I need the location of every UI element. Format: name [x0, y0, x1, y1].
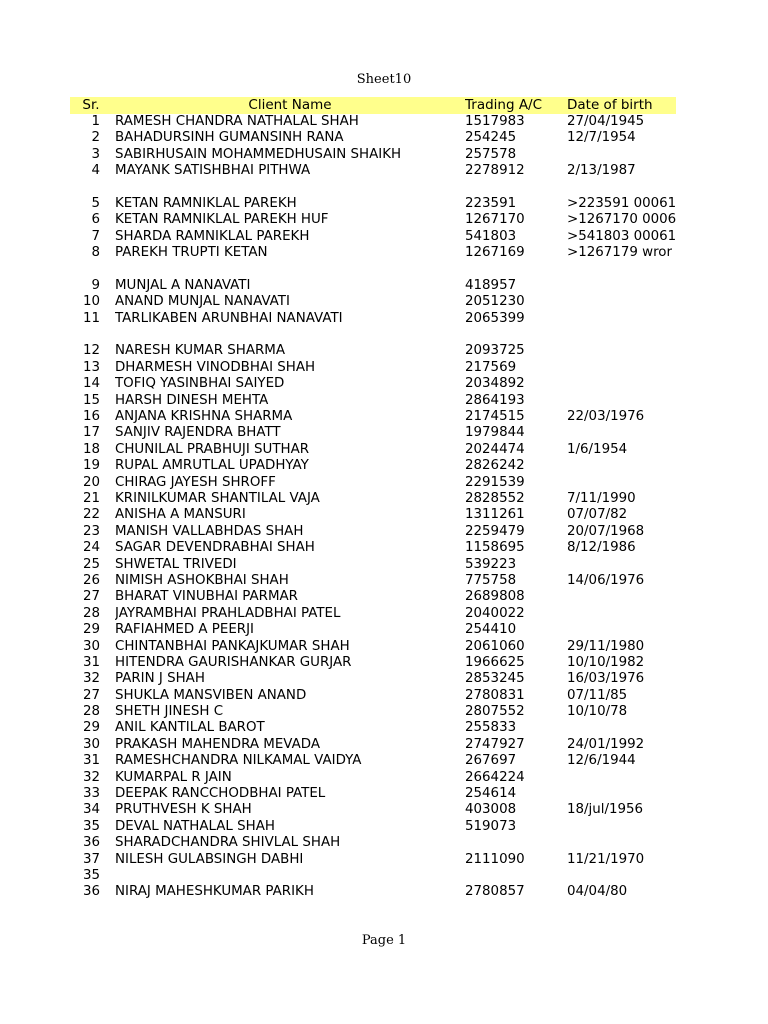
cell-sr: 10: [82, 294, 100, 310]
cell-sr: 29: [82, 622, 100, 638]
table-row: [70, 245, 676, 261]
cell-sr: 35: [82, 818, 100, 834]
cell-sr: 12: [82, 343, 100, 359]
header-row: [70, 97, 676, 114]
cell-date-of-birth: 27/04/1945: [567, 114, 645, 129]
table-row: [70, 311, 676, 327]
cell-client-name: BHARAT VINUBHAI PARMAR: [115, 589, 298, 605]
table-row: [70, 163, 676, 179]
cell-client-name: SANJIV RAJENDRA BHATT: [115, 425, 281, 441]
table-row: [70, 278, 676, 294]
cell-trading-ac: 2065399: [465, 310, 525, 326]
cell-trading-ac: 2093725: [465, 343, 525, 359]
table-row: [70, 884, 676, 900]
cell-sr: 27: [82, 589, 100, 605]
cell-date-of-birth: 2/13/1987: [567, 163, 636, 179]
cell-date-of-birth: 07/11/85: [567, 687, 628, 703]
table-row: [70, 704, 676, 720]
cell-sr: 30: [82, 736, 100, 752]
table-row: [70, 720, 676, 736]
table-row: [70, 639, 676, 655]
client-table: [70, 97, 676, 901]
cell-sr: 22: [82, 507, 100, 523]
table-row: [70, 655, 676, 671]
table-row: [70, 622, 676, 638]
cell-trading-ac: 2034892: [465, 376, 525, 392]
cell-trading-ac: 1966625: [465, 654, 525, 670]
table-row: [70, 475, 676, 491]
cell-trading-ac: 223591: [465, 195, 517, 211]
cell-client-name: NARESH KUMAR SHARMA: [115, 343, 286, 359]
cell-sr: 8: [91, 245, 100, 261]
cell-client-name: MAYANK SATISHBHAI PITHWA: [115, 163, 311, 179]
cell-client-name: RUPAL AMRUTLAL UPADHYAY: [115, 458, 309, 474]
cell-sr: 37: [82, 851, 100, 867]
cell-client-name: PAREKH TRUPTI KETAN: [115, 245, 268, 261]
cell-date-of-birth: 1/6/1954: [567, 441, 628, 457]
cell-trading-ac: 2040022: [465, 605, 525, 621]
table-row: [70, 606, 676, 622]
cell-trading-ac: 1267169: [465, 245, 525, 261]
cell-trading-ac: 403008: [465, 802, 517, 818]
cell-client-name: PRAKASH MAHENDRA MEVADA: [115, 736, 320, 752]
cell-trading-ac: 2111090: [465, 851, 525, 867]
cell-date-of-birth: 04/04/80: [567, 884, 628, 900]
cell-trading-ac: 1517983: [465, 114, 525, 129]
table-row: [70, 852, 676, 868]
cell-sr: 31: [82, 654, 100, 670]
cell-client-name: RAMESH CHANDRA NATHALAL SHAH: [115, 114, 359, 129]
cell-client-name: MANISH VALLABHDAS SHAH: [115, 523, 304, 539]
cell-date-of-birth: 16/03/1976: [567, 671, 645, 687]
cell-client-name: HITENDRA GAURISHANKAR GURJAR: [115, 654, 352, 670]
table-row: [70, 294, 676, 310]
table-row: [70, 835, 676, 851]
cell-trading-ac: 2780857: [465, 884, 525, 900]
cell-sr: 30: [82, 638, 100, 654]
cell-sr: 35: [82, 867, 100, 883]
cell-client-name: PRUTHVESH K SHAH: [115, 802, 252, 818]
cell-date-of-birth: 22/03/1976: [567, 409, 645, 425]
cell-client-name: ANAND MUNJAL NANAVATI: [115, 294, 290, 310]
table-row: [70, 442, 676, 458]
cell-trading-ac: 257578: [465, 146, 517, 162]
table-row: [70, 819, 676, 835]
table-row: [70, 409, 676, 425]
page-number: Page 1: [361, 933, 407, 948]
cell-trading-ac: 1267170: [465, 212, 525, 228]
cell-client-name: TARLIKABEN ARUNBHAI NANAVATI: [115, 310, 343, 326]
table-row: [70, 507, 676, 523]
cell-sr: 34: [82, 802, 100, 818]
table-row: [70, 802, 676, 818]
cell-sr: 19: [82, 458, 100, 474]
cell-client-name: NIRAJ MAHESHKUMAR PARIKH: [115, 884, 314, 900]
cell-trading-ac: 217569: [465, 359, 517, 375]
cell-sr: 36: [82, 884, 100, 900]
cell-sr: 7: [91, 228, 100, 244]
cell-sr: 20: [82, 474, 100, 490]
table-row: [70, 262, 676, 278]
cell-client-name: PARIN J SHAH: [115, 671, 205, 687]
cell-date-of-birth: 12/7/1954: [567, 130, 636, 146]
cell-trading-ac: 2024474: [465, 441, 525, 457]
cell-date-of-birth: 14/06/1976: [567, 572, 645, 588]
cell-trading-ac: 267697: [465, 753, 517, 769]
cell-trading-ac: 2291539: [465, 474, 525, 490]
table-row: [70, 180, 676, 196]
cell-client-name: KETAN RAMNIKLAL PAREKH HUF: [115, 212, 329, 228]
cell-date-of-birth: 07/07/82: [567, 507, 628, 523]
header-date-of-birth: Date of birth: [567, 97, 653, 113]
table-row: [70, 114, 676, 130]
cell-date-of-birth: >541803 00061: [567, 228, 676, 244]
cell-trading-ac: 775758: [465, 572, 517, 588]
table-row: [70, 130, 676, 146]
cell-sr: 36: [82, 835, 100, 851]
cell-trading-ac: 2278912: [465, 163, 525, 179]
cell-trading-ac: 2174515: [465, 409, 525, 425]
cell-client-name: SHARADCHANDRA SHIVLAL SHAH: [115, 835, 341, 851]
table-row: [70, 425, 676, 441]
cell-sr: 32: [82, 769, 100, 785]
cell-client-name: JAYRAMBHAI PRAHLADBHAI PATEL: [115, 605, 341, 621]
cell-client-name: ANISHA A MANSURI: [115, 507, 246, 523]
cell-sr: 33: [82, 786, 100, 802]
cell-sr: 29: [82, 720, 100, 736]
cell-sr: 18: [82, 441, 100, 457]
table-row: [70, 573, 676, 589]
cell-date-of-birth: 11/21/1970: [567, 851, 645, 867]
cell-trading-ac: 2061060: [465, 638, 525, 654]
table-row: [70, 753, 676, 769]
table-row: [70, 327, 676, 343]
cell-sr: 27: [82, 687, 100, 703]
cell-date-of-birth: 10/10/78: [567, 704, 628, 720]
cell-date-of-birth: 8/12/1986: [567, 540, 636, 556]
cell-client-name: SHUKLA MANSVIBEN ANAND: [115, 687, 307, 703]
table-row: [70, 229, 676, 245]
cell-sr: 21: [82, 490, 100, 506]
sheet-title: Sheet10: [356, 72, 412, 87]
cell-sr: 25: [82, 556, 100, 572]
cell-sr: 6: [91, 212, 100, 228]
cell-date-of-birth: >223591 00061: [567, 195, 676, 211]
cell-trading-ac: 519073: [465, 818, 517, 834]
cell-sr: 26: [82, 572, 100, 588]
cell-sr: 11: [82, 310, 100, 326]
cell-client-name: SHETH JINESH C: [115, 704, 224, 720]
table-row: [70, 524, 676, 540]
cell-client-name: CHINTANBHAI PANKAJKUMAR SHAH: [115, 638, 350, 654]
table-row: [70, 147, 676, 163]
cell-trading-ac: 2664224: [465, 769, 525, 785]
cell-sr: 31: [82, 753, 100, 769]
cell-client-name: KUMARPAL R JAIN: [115, 769, 232, 785]
cell-sr: 24: [82, 540, 100, 556]
cell-sr: 4: [91, 163, 100, 179]
cell-client-name: HARSH DINESH MEHTA: [115, 392, 269, 408]
cell-sr: 32: [82, 671, 100, 687]
table-row: [70, 212, 676, 228]
table-row: [70, 589, 676, 605]
cell-date-of-birth: 7/11/1990: [567, 490, 636, 506]
cell-sr: 15: [82, 392, 100, 408]
cell-sr: 3: [91, 146, 100, 162]
cell-trading-ac: 255833: [465, 720, 517, 736]
cell-client-name: RAFIAHMED A PEERJI: [115, 622, 254, 638]
cell-trading-ac: 2853245: [465, 671, 525, 687]
cell-sr: 28: [82, 605, 100, 621]
cell-trading-ac: 2828552: [465, 490, 525, 506]
cell-trading-ac: 2807552: [465, 704, 525, 720]
cell-client-name: NILESH GULABSINGH DABHI: [115, 851, 304, 867]
cell-client-name: SABIRHUSAIN MOHAMMEDHUSAIN SHAIKH: [115, 146, 402, 162]
table-row: [70, 393, 676, 409]
cell-date-of-birth: 29/11/1980: [567, 638, 645, 654]
cell-trading-ac: 254614: [465, 786, 517, 802]
cell-date-of-birth: 12/6/1944: [567, 753, 636, 769]
cell-client-name: ANIL KANTILAL BAROT: [115, 720, 265, 736]
table-row: [70, 458, 676, 474]
header-trading-ac: Trading A/C: [465, 97, 543, 113]
cell-client-name: DEEPAK RANCCHODBHAI PATEL: [115, 786, 326, 802]
cell-trading-ac: 2864193: [465, 392, 525, 408]
cell-sr: 1: [91, 114, 100, 129]
cell-date-of-birth: >1267179 wror: [567, 245, 672, 261]
table-row: [70, 343, 676, 359]
cell-client-name: CHIRAG JAYESH SHROFF: [115, 474, 276, 490]
cell-sr: 5: [91, 195, 100, 211]
cell-trading-ac: 2826242: [465, 458, 525, 474]
table-row: [70, 671, 676, 687]
cell-trading-ac: 2051230: [465, 294, 525, 310]
cell-client-name: SAGAR DEVENDRABHAI SHAH: [115, 540, 315, 556]
table-row: [70, 376, 676, 392]
cell-client-name: DHARMESH VINODBHAI SHAH: [115, 359, 316, 375]
cell-trading-ac: 541803: [465, 228, 517, 244]
cell-trading-ac: 1311261: [465, 507, 525, 523]
cell-client-name: NIMISH ASHOKBHAI SHAH: [115, 572, 289, 588]
cell-sr: 13: [82, 359, 100, 375]
cell-client-name: MUNJAL A NANAVATI: [115, 277, 251, 293]
cell-sr: 16: [82, 409, 100, 425]
table-row: [70, 786, 676, 802]
cell-trading-ac: 539223: [465, 556, 517, 572]
table-row: [70, 737, 676, 753]
cell-trading-ac: 418957: [465, 277, 517, 293]
cell-date-of-birth: 10/10/1982: [567, 654, 645, 670]
header-client-name: Client Name: [248, 97, 332, 113]
cell-date-of-birth: 18/jul/1956: [567, 802, 644, 818]
table-row: [70, 688, 676, 704]
cell-sr: 14: [82, 376, 100, 392]
cell-client-name: SHWETAL TRIVEDI: [115, 556, 237, 572]
cell-client-name: KETAN RAMNIKLAL PAREKH: [115, 195, 297, 211]
table-row: [70, 360, 676, 376]
cell-trading-ac: 1158695: [465, 540, 525, 556]
table-row: [70, 540, 676, 556]
cell-client-name: SHARDA RAMNIKLAL PAREKH: [115, 228, 310, 244]
cell-trading-ac: 1979844: [465, 425, 525, 441]
cell-sr: 28: [82, 704, 100, 720]
cell-sr: 17: [82, 425, 100, 441]
cell-date-of-birth: 24/01/1992: [567, 736, 645, 752]
cell-sr: 23: [82, 523, 100, 539]
cell-trading-ac: 254410: [465, 622, 517, 638]
table-body: [70, 114, 676, 901]
cell-client-name: TOFIQ YASINBHAI SAIYED: [115, 376, 285, 392]
cell-trading-ac: 2689808: [465, 589, 525, 605]
cell-trading-ac: 254245: [465, 130, 517, 146]
cell-client-name: BAHADURSINH GUMANSINH RANA: [115, 130, 344, 146]
cell-client-name: KRINILKUMAR SHANTILAL VAJA: [115, 490, 320, 506]
cell-client-name: CHUNILAL PRABHUJI SUTHAR: [115, 441, 310, 457]
cell-client-name: RAMESHCHANDRA NILKAMAL VAIDYA: [115, 753, 362, 769]
cell-date-of-birth: 20/07/1968: [567, 523, 645, 539]
cell-client-name: DEVAL NATHALAL SHAH: [115, 818, 275, 834]
header-sr: Sr.: [82, 97, 100, 113]
cell-trading-ac: 2747927: [465, 736, 525, 752]
cell-trading-ac: 2780831: [465, 687, 525, 703]
cell-trading-ac: 2259479: [465, 523, 525, 539]
table-row: [70, 868, 676, 884]
cell-sr: 9: [91, 277, 100, 293]
cell-date-of-birth: >1267170 0006: [567, 212, 676, 228]
cell-sr: 2: [91, 130, 100, 146]
cell-client-name: ANJANA KRISHNA SHARMA: [115, 409, 293, 425]
table-row: [70, 491, 676, 507]
table-row: [70, 770, 676, 786]
table-row: [70, 557, 676, 573]
table-row: [70, 196, 676, 212]
